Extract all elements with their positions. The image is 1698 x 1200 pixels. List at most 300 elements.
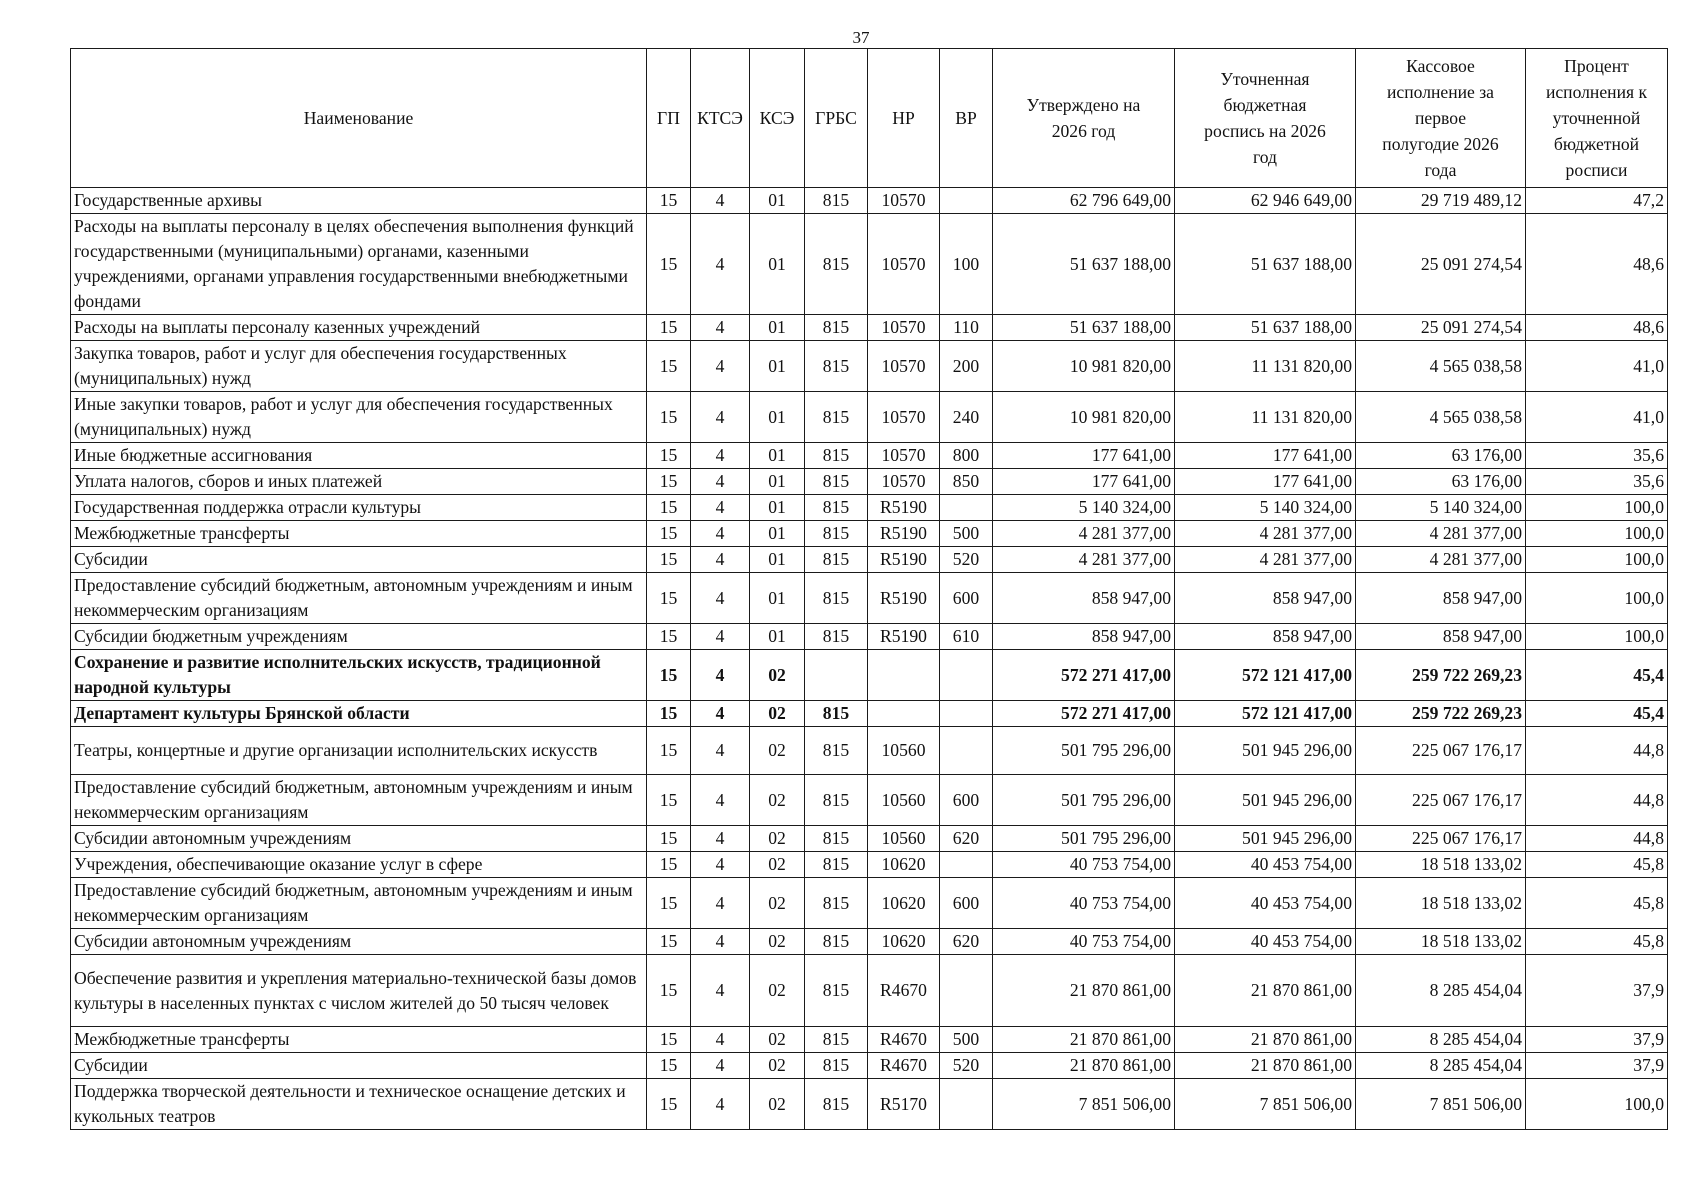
cell-nr: 10620 (868, 852, 940, 878)
cell-kse: 02 (750, 1053, 805, 1079)
cell-grbs (805, 650, 868, 701)
table-row (71, 547, 1668, 573)
cell-grbs: 815 (805, 443, 868, 469)
header-kse: КСЭ (750, 49, 805, 188)
cell-nr: 10570 (868, 443, 940, 469)
cell-vr (940, 701, 993, 727)
cell-vr: 600 (940, 775, 993, 826)
cell-nr: 10560 (868, 775, 940, 826)
cell-ktse: 4 (691, 315, 750, 341)
cell-name: Субсидии (71, 1053, 647, 1079)
cell-executed: 858 947,00 (1356, 573, 1526, 624)
cell-kse: 02 (750, 826, 805, 852)
cell-gp: 15 (647, 341, 691, 392)
table-row (71, 469, 1668, 495)
table-row (71, 214, 1668, 315)
cell-executed: 225 067 176,17 (1356, 727, 1526, 775)
cell-vr: 610 (940, 624, 993, 650)
cell-refined: 5 140 324,00 (1175, 495, 1356, 521)
cell-percent: 100,0 (1526, 547, 1668, 573)
cell-nr (868, 650, 940, 701)
cell-percent: 48,6 (1526, 315, 1668, 341)
cell-refined: 40 453 754,00 (1175, 852, 1356, 878)
cell-grbs: 815 (805, 214, 868, 315)
cell-approved: 21 870 861,00 (993, 1053, 1175, 1079)
cell-approved: 40 753 754,00 (993, 852, 1175, 878)
cell-ktse: 4 (691, 955, 750, 1027)
table-row (71, 852, 1668, 878)
cell-approved: 5 140 324,00 (993, 495, 1175, 521)
cell-percent: 35,6 (1526, 443, 1668, 469)
cell-percent: 100,0 (1526, 495, 1668, 521)
cell-gp: 15 (647, 727, 691, 775)
cell-name: Предоставление субсидий бюджетным, автономным учреждениям и иным некоммерческим организациям (71, 573, 647, 624)
cell-executed: 225 067 176,17 (1356, 775, 1526, 826)
cell-refined: 4 281 377,00 (1175, 521, 1356, 547)
cell-approved: 501 795 296,00 (993, 727, 1175, 775)
cell-ktse: 4 (691, 624, 750, 650)
cell-executed: 4 565 038,58 (1356, 341, 1526, 392)
cell-ktse: 4 (691, 701, 750, 727)
cell-name: Субсидии (71, 547, 647, 573)
cell-executed: 63 176,00 (1356, 443, 1526, 469)
cell-percent: 35,6 (1526, 469, 1668, 495)
cell-percent: 41,0 (1526, 392, 1668, 443)
cell-approved: 858 947,00 (993, 624, 1175, 650)
cell-name: Предоставление субсидий бюджетным, автономным учреждениям и иным некоммерческим организациям (71, 775, 647, 826)
cell-nr: 10620 (868, 878, 940, 929)
cell-gp: 15 (647, 650, 691, 701)
cell-vr (940, 650, 993, 701)
cell-grbs: 815 (805, 1027, 868, 1053)
cell-kse: 02 (750, 1027, 805, 1053)
header-percent: Процент исполнения к уточненной бюджетной росписи (1526, 49, 1668, 188)
cell-nr: 10570 (868, 469, 940, 495)
cell-gp: 15 (647, 955, 691, 1027)
cell-executed: 18 518 133,02 (1356, 852, 1526, 878)
cell-percent: 100,0 (1526, 624, 1668, 650)
cell-grbs: 815 (805, 1079, 868, 1130)
cell-percent: 37,9 (1526, 1027, 1668, 1053)
cell-refined: 858 947,00 (1175, 573, 1356, 624)
cell-vr (940, 495, 993, 521)
cell-vr: 500 (940, 1027, 993, 1053)
cell-refined: 501 945 296,00 (1175, 826, 1356, 852)
cell-grbs: 815 (805, 315, 868, 341)
cell-executed: 5 140 324,00 (1356, 495, 1526, 521)
table-row (71, 443, 1668, 469)
cell-name: Обеспечение развития и укрепления материально-технической базы домов культуры в населенных пунктах с числом жителей до 50 тысяч человек (71, 955, 647, 1027)
cell-executed: 25 091 274,54 (1356, 315, 1526, 341)
cell-percent: 45,8 (1526, 929, 1668, 955)
cell-percent: 100,0 (1526, 521, 1668, 547)
cell-ktse: 4 (691, 521, 750, 547)
cell-nr: R5190 (868, 624, 940, 650)
cell-vr (940, 955, 993, 1027)
header-refined: Уточненная бюджетная роспись на 2026 год (1175, 49, 1356, 188)
cell-nr: R4670 (868, 955, 940, 1027)
cell-name: Уплата налогов, сборов и иных платежей (71, 469, 647, 495)
cell-nr: R5190 (868, 547, 940, 573)
cell-approved: 51 637 188,00 (993, 315, 1175, 341)
cell-gp: 15 (647, 495, 691, 521)
cell-vr: 600 (940, 573, 993, 624)
cell-gp: 15 (647, 547, 691, 573)
cell-refined: 572 121 417,00 (1175, 650, 1356, 701)
cell-executed: 4 565 038,58 (1356, 392, 1526, 443)
cell-gp: 15 (647, 214, 691, 315)
cell-gp: 15 (647, 188, 691, 214)
cell-nr: 10560 (868, 826, 940, 852)
cell-kse: 01 (750, 521, 805, 547)
cell-refined: 40 453 754,00 (1175, 929, 1356, 955)
cell-gp: 15 (647, 624, 691, 650)
cell-vr: 800 (940, 443, 993, 469)
cell-percent: 45,8 (1526, 878, 1668, 929)
cell-ktse: 4 (691, 469, 750, 495)
cell-grbs: 815 (805, 341, 868, 392)
cell-kse: 01 (750, 469, 805, 495)
cell-grbs: 815 (805, 775, 868, 826)
cell-approved: 4 281 377,00 (993, 521, 1175, 547)
cell-ktse: 4 (691, 929, 750, 955)
cell-grbs: 815 (805, 573, 868, 624)
cell-grbs: 815 (805, 392, 868, 443)
cell-ktse: 4 (691, 341, 750, 392)
table-row (71, 1053, 1668, 1079)
cell-executed: 18 518 133,02 (1356, 878, 1526, 929)
cell-grbs: 815 (805, 955, 868, 1027)
cell-kse: 01 (750, 341, 805, 392)
cell-ktse: 4 (691, 188, 750, 214)
cell-vr: 110 (940, 315, 993, 341)
cell-nr: R5190 (868, 495, 940, 521)
cell-vr: 100 (940, 214, 993, 315)
cell-kse: 02 (750, 878, 805, 929)
table-row (71, 392, 1668, 443)
cell-vr: 850 (940, 469, 993, 495)
table-row (71, 495, 1668, 521)
cell-refined: 62 946 649,00 (1175, 188, 1356, 214)
cell-percent: 47,2 (1526, 188, 1668, 214)
cell-ktse: 4 (691, 852, 750, 878)
cell-name: Государственная поддержка отрасли культуры (71, 495, 647, 521)
table-row (71, 521, 1668, 547)
cell-executed: 63 176,00 (1356, 469, 1526, 495)
cell-gp: 15 (647, 443, 691, 469)
cell-vr: 200 (940, 341, 993, 392)
table-row (71, 1027, 1668, 1053)
cell-kse: 01 (750, 188, 805, 214)
cell-gp: 15 (647, 1053, 691, 1079)
cell-ktse: 4 (691, 573, 750, 624)
cell-kse: 01 (750, 443, 805, 469)
cell-approved: 572 271 417,00 (993, 701, 1175, 727)
cell-executed: 29 719 489,12 (1356, 188, 1526, 214)
cell-name: Закупка товаров, работ и услуг для обеспечения государственных (муниципальных) нужд (71, 341, 647, 392)
cell-gp: 15 (647, 878, 691, 929)
cell-grbs: 815 (805, 495, 868, 521)
cell-name: Сохранение и развитие исполнительских искусств, традиционной народной культуры (71, 650, 647, 701)
cell-gp: 15 (647, 929, 691, 955)
table-row (71, 341, 1668, 392)
table-row (71, 955, 1668, 1027)
cell-nr: R5170 (868, 1079, 940, 1130)
cell-grbs: 815 (805, 929, 868, 955)
cell-nr: 10570 (868, 214, 940, 315)
cell-kse: 01 (750, 315, 805, 341)
header-grbs: ГРБС (805, 49, 868, 188)
cell-ktse: 4 (691, 547, 750, 573)
cell-ktse: 4 (691, 826, 750, 852)
cell-percent: 48,6 (1526, 214, 1668, 315)
cell-gp: 15 (647, 469, 691, 495)
cell-refined: 21 870 861,00 (1175, 955, 1356, 1027)
budget-execution-table (70, 48, 1668, 1130)
cell-gp: 15 (647, 701, 691, 727)
cell-approved: 21 870 861,00 (993, 955, 1175, 1027)
cell-kse: 01 (750, 624, 805, 650)
table-row (71, 573, 1668, 624)
cell-refined: 501 945 296,00 (1175, 727, 1356, 775)
header-vr: ВР (940, 49, 993, 188)
cell-executed: 225 067 176,17 (1356, 826, 1526, 852)
cell-vr (940, 188, 993, 214)
cell-percent: 44,8 (1526, 826, 1668, 852)
cell-vr: 240 (940, 392, 993, 443)
cell-refined: 858 947,00 (1175, 624, 1356, 650)
cell-kse: 01 (750, 214, 805, 315)
cell-name: Учреждения, обеспечивающие оказание услуг в сфере (71, 852, 647, 878)
cell-ktse: 4 (691, 1027, 750, 1053)
cell-name: Субсидии автономным учреждениям (71, 929, 647, 955)
table-body (71, 188, 1668, 1130)
table-row (71, 727, 1668, 775)
cell-executed: 259 722 269,23 (1356, 701, 1526, 727)
cell-approved: 10 981 820,00 (993, 341, 1175, 392)
cell-vr: 620 (940, 826, 993, 852)
cell-gp: 15 (647, 521, 691, 547)
cell-grbs: 815 (805, 826, 868, 852)
cell-approved: 10 981 820,00 (993, 392, 1175, 443)
cell-refined: 177 641,00 (1175, 469, 1356, 495)
cell-kse: 01 (750, 573, 805, 624)
cell-name: Департамент культуры Брянской области (71, 701, 647, 727)
cell-ktse: 4 (691, 775, 750, 826)
table-row (71, 929, 1668, 955)
cell-nr: R5190 (868, 573, 940, 624)
cell-executed: 25 091 274,54 (1356, 214, 1526, 315)
cell-ktse: 4 (691, 443, 750, 469)
cell-gp: 15 (647, 852, 691, 878)
cell-executed: 858 947,00 (1356, 624, 1526, 650)
cell-percent: 44,8 (1526, 775, 1668, 826)
cell-executed: 259 722 269,23 (1356, 650, 1526, 701)
cell-name: Субсидии бюджетным учреждениям (71, 624, 647, 650)
cell-executed: 4 281 377,00 (1356, 521, 1526, 547)
table-row (71, 826, 1668, 852)
cell-approved: 177 641,00 (993, 469, 1175, 495)
cell-name: Поддержка творческой деятельности и техническое оснащение детских и кукольных театров (71, 1079, 647, 1130)
header-gp: ГП (647, 49, 691, 188)
cell-ktse: 4 (691, 392, 750, 443)
cell-refined: 501 945 296,00 (1175, 775, 1356, 826)
cell-vr: 500 (940, 521, 993, 547)
table-row (71, 188, 1668, 214)
header-executed: Кассовое исполнение за первое полугодие 2026 года (1356, 49, 1526, 188)
cell-grbs: 815 (805, 469, 868, 495)
cell-executed: 8 285 454,04 (1356, 955, 1526, 1027)
cell-refined: 51 637 188,00 (1175, 315, 1356, 341)
table-row (71, 701, 1668, 727)
cell-kse: 02 (750, 852, 805, 878)
cell-approved: 62 796 649,00 (993, 188, 1175, 214)
header-approved: Утверждено на 2026 год (993, 49, 1175, 188)
cell-gp: 15 (647, 775, 691, 826)
cell-grbs: 815 (805, 188, 868, 214)
cell-name: Расходы на выплаты персоналу казенных учреждений (71, 315, 647, 341)
cell-executed: 7 851 506,00 (1356, 1079, 1526, 1130)
header-nr: НР (868, 49, 940, 188)
cell-vr: 600 (940, 878, 993, 929)
cell-refined: 40 453 754,00 (1175, 878, 1356, 929)
cell-grbs: 815 (805, 701, 868, 727)
cell-percent: 44,8 (1526, 727, 1668, 775)
cell-ktse: 4 (691, 1053, 750, 1079)
cell-ktse: 4 (691, 878, 750, 929)
cell-vr: 520 (940, 1053, 993, 1079)
cell-refined: 21 870 861,00 (1175, 1027, 1356, 1053)
cell-grbs: 815 (805, 727, 868, 775)
cell-percent: 45,4 (1526, 650, 1668, 701)
cell-ktse: 4 (691, 650, 750, 701)
cell-nr (868, 701, 940, 727)
cell-name: Расходы на выплаты персоналу в целях обеспечения выполнения функций государственными (муниципальными) органами, казенными учреждениями, органами управления государственными внебюджетными фондами (71, 214, 647, 315)
cell-nr: 10620 (868, 929, 940, 955)
cell-grbs: 815 (805, 547, 868, 573)
cell-gp: 15 (647, 1027, 691, 1053)
table-header-row (71, 49, 1668, 188)
table-row (71, 650, 1668, 701)
cell-name: Иные бюджетные ассигнования (71, 443, 647, 469)
cell-name: Государственные архивы (71, 188, 647, 214)
table-row (71, 315, 1668, 341)
cell-nr: 10570 (868, 188, 940, 214)
cell-grbs: 815 (805, 521, 868, 547)
cell-vr: 520 (940, 547, 993, 573)
cell-vr: 620 (940, 929, 993, 955)
cell-approved: 858 947,00 (993, 573, 1175, 624)
cell-approved: 501 795 296,00 (993, 826, 1175, 852)
cell-ktse: 4 (691, 495, 750, 521)
cell-gp: 15 (647, 392, 691, 443)
cell-ktse: 4 (691, 727, 750, 775)
cell-kse: 01 (750, 495, 805, 521)
cell-kse: 01 (750, 547, 805, 573)
cell-nr: 10570 (868, 315, 940, 341)
cell-approved: 4 281 377,00 (993, 547, 1175, 573)
cell-nr: 10570 (868, 392, 940, 443)
cell-refined: 11 131 820,00 (1175, 392, 1356, 443)
cell-kse: 02 (750, 775, 805, 826)
cell-gp: 15 (647, 1079, 691, 1130)
cell-name: Театры, концертные и другие организации исполнительских искусств (71, 727, 647, 775)
cell-gp: 15 (647, 315, 691, 341)
cell-grbs: 815 (805, 852, 868, 878)
cell-vr (940, 852, 993, 878)
cell-ktse: 4 (691, 214, 750, 315)
table-row (71, 624, 1668, 650)
cell-percent: 100,0 (1526, 1079, 1668, 1130)
cell-approved: 572 271 417,00 (993, 650, 1175, 701)
cell-grbs: 815 (805, 1053, 868, 1079)
cell-executed: 8 285 454,04 (1356, 1027, 1526, 1053)
cell-percent: 100,0 (1526, 573, 1668, 624)
cell-vr (940, 1079, 993, 1130)
cell-name: Предоставление субсидий бюджетным, автономным учреждениям и иным некоммерческим организациям (71, 878, 647, 929)
cell-nr: 10560 (868, 727, 940, 775)
cell-nr: 10570 (868, 341, 940, 392)
cell-kse: 02 (750, 701, 805, 727)
cell-gp: 15 (647, 573, 691, 624)
cell-nr: R4670 (868, 1027, 940, 1053)
cell-refined: 572 121 417,00 (1175, 701, 1356, 727)
cell-percent: 41,0 (1526, 341, 1668, 392)
cell-executed: 18 518 133,02 (1356, 929, 1526, 955)
cell-executed: 8 285 454,04 (1356, 1053, 1526, 1079)
cell-name: Межбюджетные трансферты (71, 521, 647, 547)
cell-approved: 40 753 754,00 (993, 878, 1175, 929)
cell-refined: 7 851 506,00 (1175, 1079, 1356, 1130)
table-row (71, 1079, 1668, 1130)
cell-refined: 11 131 820,00 (1175, 341, 1356, 392)
header-name: Наименование (71, 49, 647, 188)
cell-grbs: 815 (805, 624, 868, 650)
cell-percent: 45,8 (1526, 852, 1668, 878)
cell-refined: 21 870 861,00 (1175, 1053, 1356, 1079)
cell-approved: 51 637 188,00 (993, 214, 1175, 315)
cell-kse: 02 (750, 650, 805, 701)
cell-kse: 02 (750, 929, 805, 955)
cell-name: Субсидии автономным учреждениям (71, 826, 647, 852)
cell-kse: 02 (750, 1079, 805, 1130)
cell-vr (940, 727, 993, 775)
cell-name: Межбюджетные трансферты (71, 1027, 647, 1053)
cell-kse: 02 (750, 727, 805, 775)
cell-approved: 501 795 296,00 (993, 775, 1175, 826)
cell-percent: 37,9 (1526, 955, 1668, 1027)
cell-approved: 7 851 506,00 (993, 1079, 1175, 1130)
cell-kse: 01 (750, 392, 805, 443)
cell-nr: R4670 (868, 1053, 940, 1079)
cell-approved: 40 753 754,00 (993, 929, 1175, 955)
cell-kse: 02 (750, 955, 805, 1027)
cell-refined: 177 641,00 (1175, 443, 1356, 469)
cell-percent: 45,4 (1526, 701, 1668, 727)
cell-grbs: 815 (805, 878, 868, 929)
page-number: 37 (852, 28, 870, 47)
cell-approved: 21 870 861,00 (993, 1027, 1175, 1053)
cell-approved: 177 641,00 (993, 443, 1175, 469)
table-row (71, 878, 1668, 929)
cell-percent: 37,9 (1526, 1053, 1668, 1079)
table-row (71, 775, 1668, 826)
cell-refined: 4 281 377,00 (1175, 547, 1356, 573)
header-ktse: КТСЭ (691, 49, 750, 188)
cell-gp: 15 (647, 826, 691, 852)
cell-ktse: 4 (691, 1079, 750, 1130)
cell-executed: 4 281 377,00 (1356, 547, 1526, 573)
